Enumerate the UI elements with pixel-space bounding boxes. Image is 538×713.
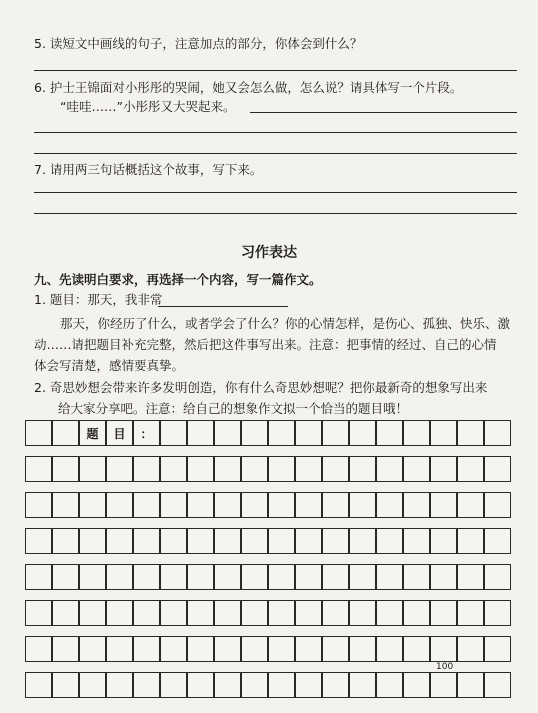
- grid-cell[interactable]: [133, 564, 160, 590]
- grid-cell[interactable]: [214, 672, 241, 698]
- grid-cell[interactable]: [349, 672, 376, 698]
- grid-cell[interactable]: [376, 600, 403, 626]
- grid-cell[interactable]: [133, 456, 160, 482]
- answer-line[interactable]: [250, 112, 517, 113]
- grid-cell[interactable]: [376, 564, 403, 590]
- grid-cell[interactable]: [457, 528, 484, 554]
- grid-cell[interactable]: [106, 672, 133, 698]
- grid-cell[interactable]: [295, 420, 322, 446]
- page-number: 100: [436, 662, 454, 672]
- grid-cell[interactable]: [25, 528, 52, 554]
- grid-cell[interactable]: [214, 492, 241, 518]
- grid-cell[interactable]: [52, 600, 79, 626]
- grid-cell[interactable]: [322, 492, 349, 518]
- grid-cell[interactable]: [106, 636, 133, 662]
- grid-cell[interactable]: [133, 492, 160, 518]
- question-6-prompt: “哇哇……”小彤彤又大哭起来。: [60, 99, 236, 114]
- grid-cell[interactable]: [430, 420, 457, 446]
- answer-line[interactable]: [34, 213, 517, 214]
- grid-cell[interactable]: [25, 672, 52, 698]
- grid-cell[interactable]: [133, 528, 160, 554]
- grid-cell[interactable]: [430, 528, 457, 554]
- grid-cell[interactable]: [79, 636, 106, 662]
- grid-cell[interactable]: [268, 636, 295, 662]
- grid-cell[interactable]: [484, 420, 511, 446]
- grid-cell[interactable]: [322, 564, 349, 590]
- grid-cell[interactable]: [295, 492, 322, 518]
- grid-cell[interactable]: [160, 528, 187, 554]
- grid-cell[interactable]: [214, 528, 241, 554]
- item-1-title: 1. 题目：那天，我非常: [34, 292, 163, 307]
- grid-cell[interactable]: [241, 492, 268, 518]
- grid-cell[interactable]: [79, 528, 106, 554]
- grid-cell[interactable]: [52, 456, 79, 482]
- grid-cell[interactable]: [79, 564, 106, 590]
- grid-title-char: ：: [133, 420, 160, 446]
- grid-cell[interactable]: [106, 456, 133, 482]
- grid-cell[interactable]: [214, 456, 241, 482]
- grid-cell[interactable]: [403, 492, 430, 518]
- grid-cell[interactable]: [25, 600, 52, 626]
- grid-cell[interactable]: [376, 492, 403, 518]
- grid-cell[interactable]: [25, 492, 52, 518]
- grid-cell[interactable]: [376, 672, 403, 698]
- grid-cell[interactable]: [160, 420, 187, 446]
- grid-cell[interactable]: [214, 564, 241, 590]
- grid-cell[interactable]: [376, 636, 403, 662]
- grid-cell[interactable]: [403, 636, 430, 662]
- grid-cell[interactable]: [295, 636, 322, 662]
- grid-cell[interactable]: [430, 636, 457, 662]
- grid-cell[interactable]: [484, 492, 511, 518]
- grid-cell[interactable]: [160, 492, 187, 518]
- item-1-text: 动……请把题目补充完整，然后把这件事写出来。注意：把事情的经过、自己的心情: [34, 337, 497, 352]
- grid-cell[interactable]: [214, 636, 241, 662]
- grid-cell[interactable]: [25, 456, 52, 482]
- grid-cell[interactable]: [268, 528, 295, 554]
- grid-cell[interactable]: [295, 564, 322, 590]
- grid-cell[interactable]: [322, 456, 349, 482]
- question-7: 7. 请用两三句话概括这个故事，写下来。: [34, 162, 263, 177]
- grid-cell[interactable]: [241, 528, 268, 554]
- answer-line[interactable]: [34, 70, 517, 71]
- grid-cell[interactable]: [25, 564, 52, 590]
- grid-cell[interactable]: [241, 600, 268, 626]
- grid-cell[interactable]: [484, 564, 511, 590]
- answer-line[interactable]: [34, 192, 517, 193]
- grid-cell[interactable]: [106, 564, 133, 590]
- grid-cell[interactable]: [79, 600, 106, 626]
- answer-line[interactable]: [34, 153, 517, 154]
- grid-cell[interactable]: [241, 420, 268, 446]
- grid-cell[interactable]: [349, 600, 376, 626]
- grid-cell[interactable]: [106, 528, 133, 554]
- grid-cell[interactable]: [457, 672, 484, 698]
- grid-cell[interactable]: [25, 420, 52, 446]
- grid-cell[interactable]: [214, 600, 241, 626]
- item-1-text: 体会写清楚，感情要真挚。: [34, 358, 185, 373]
- grid-cell[interactable]: [187, 420, 214, 446]
- grid-cell[interactable]: [403, 528, 430, 554]
- grid-cell[interactable]: [484, 528, 511, 554]
- grid-cell[interactable]: [403, 564, 430, 590]
- grid-cell[interactable]: [349, 456, 376, 482]
- grid-cell[interactable]: [349, 528, 376, 554]
- grid-cell[interactable]: [457, 564, 484, 590]
- grid-cell[interactable]: [106, 600, 133, 626]
- grid-cell[interactable]: [322, 420, 349, 446]
- grid-cell[interactable]: [268, 564, 295, 590]
- grid-cell[interactable]: [484, 456, 511, 482]
- grid-cell[interactable]: [430, 456, 457, 482]
- section-title: 习作表达: [241, 245, 297, 261]
- grid-cell[interactable]: [52, 672, 79, 698]
- grid-cell[interactable]: [160, 600, 187, 626]
- grid-cell[interactable]: [187, 672, 214, 698]
- question-6: 6. 护士王锦面对小彤彤的哭闹，她又会怎么做，怎么说？请具体写一个片段。: [34, 80, 463, 95]
- grid-cell[interactable]: [52, 564, 79, 590]
- grid-cell[interactable]: [295, 600, 322, 626]
- grid-cell[interactable]: [187, 528, 214, 554]
- grid-cell[interactable]: [241, 564, 268, 590]
- grid-cell[interactable]: [187, 492, 214, 518]
- grid-cell[interactable]: [457, 456, 484, 482]
- grid-cell[interactable]: [349, 564, 376, 590]
- grid-cell[interactable]: [403, 600, 430, 626]
- grid-cell[interactable]: [52, 420, 79, 446]
- grid-cell[interactable]: [349, 636, 376, 662]
- grid-cell[interactable]: [160, 564, 187, 590]
- grid-cell[interactable]: [160, 636, 187, 662]
- grid-cell[interactable]: [457, 420, 484, 446]
- grid-cell[interactable]: [268, 420, 295, 446]
- grid-cell[interactable]: [52, 492, 79, 518]
- grid-cell[interactable]: [430, 600, 457, 626]
- grid-cell[interactable]: [430, 672, 457, 698]
- item-2-text: 给大家分享吧。注意：给自己的想象作文拟一个恰当的题目哦！: [58, 401, 409, 416]
- grid-cell[interactable]: [160, 672, 187, 698]
- section-9-heading: 九、先读明白要求，再选择一个内容，写一篇作文。: [34, 272, 322, 287]
- grid-cell[interactable]: [295, 456, 322, 482]
- grid-cell[interactable]: [403, 420, 430, 446]
- grid-cell[interactable]: [25, 636, 52, 662]
- item-1-text: 那天，你经历了什么，或者学会了什么？你的心情怎样，是伤心、孤独、快乐、激: [60, 316, 511, 331]
- grid-cell[interactable]: [160, 456, 187, 482]
- grid-cell[interactable]: [349, 420, 376, 446]
- grid-cell[interactable]: [403, 456, 430, 482]
- grid-cell[interactable]: [322, 528, 349, 554]
- grid-cell[interactable]: [268, 672, 295, 698]
- grid-cell[interactable]: [187, 456, 214, 482]
- grid-cell[interactable]: [79, 492, 106, 518]
- grid-cell[interactable]: [322, 636, 349, 662]
- grid-cell[interactable]: [79, 456, 106, 482]
- grid-cell[interactable]: [133, 672, 160, 698]
- grid-cell[interactable]: [187, 636, 214, 662]
- grid-cell[interactable]: [403, 672, 430, 698]
- grid-cell[interactable]: [322, 672, 349, 698]
- grid-cell[interactable]: [295, 528, 322, 554]
- question-5: 5. 读短文中画线的句子，注意加点的部分，你体会到什么？: [34, 36, 363, 51]
- grid-cell[interactable]: [187, 564, 214, 590]
- grid-cell[interactable]: [484, 600, 511, 626]
- grid-cell[interactable]: [133, 600, 160, 626]
- grid-cell[interactable]: [349, 492, 376, 518]
- grid-cell[interactable]: [133, 636, 160, 662]
- answer-line[interactable]: [34, 132, 517, 133]
- grid-cell[interactable]: [376, 420, 403, 446]
- grid-cell[interactable]: [79, 672, 106, 698]
- grid-title-char: 目: [106, 420, 133, 446]
- grid-cell[interactable]: [268, 456, 295, 482]
- grid-cell[interactable]: [457, 492, 484, 518]
- grid-cell[interactable]: [430, 492, 457, 518]
- grid-cell[interactable]: [106, 492, 133, 518]
- grid-cell[interactable]: [376, 528, 403, 554]
- grid-cell[interactable]: [457, 600, 484, 626]
- title-blank[interactable]: [158, 306, 288, 307]
- grid-title-char: 题: [79, 420, 106, 446]
- grid-cell[interactable]: [295, 672, 322, 698]
- grid-cell[interactable]: [376, 456, 403, 482]
- grid-cell[interactable]: [322, 600, 349, 626]
- grid-cell[interactable]: [214, 420, 241, 446]
- grid-cell[interactable]: [484, 636, 511, 662]
- grid-cell[interactable]: [52, 636, 79, 662]
- grid-cell[interactable]: [484, 672, 511, 698]
- grid-cell[interactable]: [430, 564, 457, 590]
- grid-cell[interactable]: [241, 636, 268, 662]
- grid-cell[interactable]: [268, 600, 295, 626]
- item-2-text: 2. 奇思妙想会带来许多发明创造，你有什么奇思妙想呢？把你最新奇的想象写出来: [34, 380, 488, 395]
- grid-cell[interactable]: [241, 672, 268, 698]
- grid-cell[interactable]: [457, 636, 484, 662]
- grid-cell[interactable]: [241, 456, 268, 482]
- grid-cell[interactable]: [268, 492, 295, 518]
- grid-cell[interactable]: [187, 600, 214, 626]
- grid-cell[interactable]: [52, 528, 79, 554]
